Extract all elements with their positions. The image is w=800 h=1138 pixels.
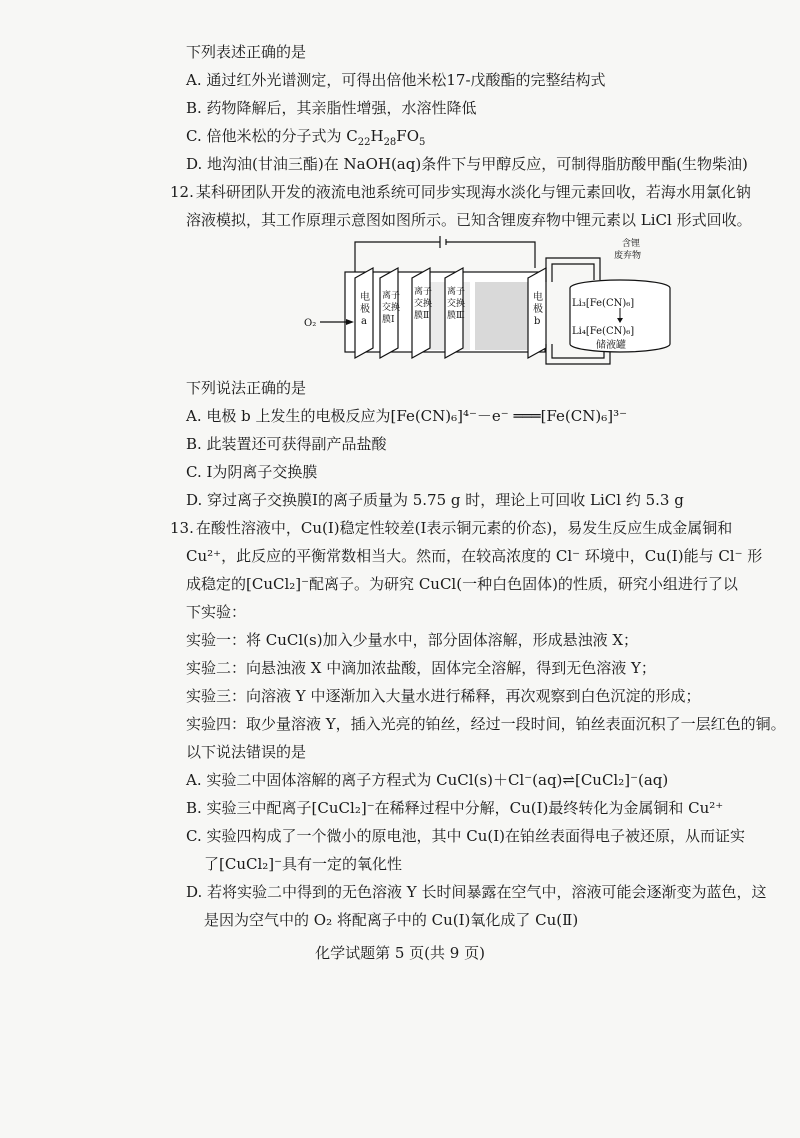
electrode-a-char-1: 电 (360, 292, 370, 303)
electrode-a-char-2: 极 (360, 304, 370, 315)
membrane-1-line-3: 膜Ⅰ (382, 315, 395, 325)
q13-stem-line2: Cu²⁺，此反应的平衡常数相当大。然而，在较高浓度的 Cl⁻ 环境中，Cu(Ⅰ)能与 Cl⁻ 形 (186, 547, 763, 565)
q13-experiment-4: 实验四：取少量溶液 Y，插入光亮的铂丝，经过一段时间，铂丝表面沉积了一层红色的铜。 (186, 715, 786, 733)
membrane-3-line-2: 交换 (447, 299, 466, 309)
electrode-b-char-1: 电 (533, 292, 543, 303)
q11-option-a: A. 通过红外光谱测定，可得出倍他米松17-戊酸酯的完整结构式 (186, 71, 606, 89)
flow-battery-diagram (300, 232, 700, 382)
q11-option-b: B. 药物降解后，其亲脂性增强，水溶性降低 (186, 99, 477, 117)
membrane-3-line-1: 离子 (447, 287, 466, 297)
q11-option-d: D. 地沟油(甘油三酯)在 NaOH(aq)条件下与甲醇反应，可制得脂肪酸甲酯(生物柴油) (186, 155, 748, 173)
q12-option-b: B. 此装置还可获得副产品盐酸 (186, 435, 387, 453)
tank-top-label: Li₃[Fe(CN)₆] (572, 298, 635, 309)
electrode-a-char-3: a (361, 316, 367, 327)
q13-stem-line4: 下实验： (186, 603, 247, 621)
o2-label: O₂ (304, 318, 317, 329)
membrane-2-line-3: 膜Ⅱ (414, 311, 430, 321)
tank-bottom-label: Li₄[Fe(CN)₆] (572, 326, 635, 337)
q13-option-d-line2: 是因为空气中的 O₂ 将配离子中的 Cu(Ⅰ)氧化成了 Cu(Ⅱ) (204, 911, 579, 929)
q13-option-b: B. 实验三中配离子[CuCl₂]⁻在稀释过程中分解，Cu(Ⅰ)最终转化为金属铜和 Cu²⁺ (186, 799, 724, 817)
waste-label-line-1: 含锂 (622, 239, 641, 249)
q12-prompt: 下列说法正确的是 (186, 379, 307, 397)
membrane-3-line-3: 膜Ⅲ (447, 311, 465, 321)
q12-stem-line2: 溶液模拟，其工作原理示意图如图所示。已知含锂废弃物中锂元素以 LiCl 形式回收。 (186, 211, 752, 229)
q12-option-a: A. 电极 b 上发生的电极反应为[Fe(CN)₆]⁴⁻－e⁻ ═══[Fe(CN)₆]³⁻ (186, 407, 627, 425)
q13-number: 13. (170, 519, 194, 537)
waste-label-line-2: 废弃物 (614, 251, 642, 261)
q13-stem-line3: 成稳定的[CuCl₂]⁻配离子。为研究 CuCl(一种白色固体)的性质，研究小组进行了以 (186, 575, 738, 593)
q12-option-c: C. Ⅰ为阴离子交换膜 (186, 463, 318, 481)
membrane-2-line-1: 离子 (414, 287, 433, 297)
q11-prompt: 下列表述正确的是 (186, 43, 307, 61)
q13-option-d-line1: D. 若将实验二中得到的无色溶液 Y 长时间暴露在空气中，溶液可能会逐渐变为蓝色，这 (186, 883, 767, 901)
membrane-1-line-1: 离子 (382, 291, 401, 301)
q13-option-a: A. 实验二中固体溶解的离子方程式为 CuCl(s)＋Cl⁻(aq)⇌[CuCl₂]⁻(aq) (186, 771, 669, 789)
tank-label: 储液罐 (596, 340, 626, 351)
q13-experiment-3: 实验三：向溶液 Y 中逐渐加入大量水进行稀释，再次观察到白色沉淀的形成； (186, 687, 701, 705)
q12-option-d: D. 穿过离子交换膜Ⅰ的离子质量为 5.75 g 时，理论上可回收 LiCl 约 5.3 g (186, 491, 684, 509)
q13-option-c-line1: C. 实验四构成了一个微小的原电池，其中 Cu(Ⅰ)在铂丝表面得电子被还原，从而证实 (186, 827, 746, 845)
q13-prompt: 以下说法错误的是 (186, 743, 307, 761)
q12-number: 12. (170, 183, 194, 201)
q13-experiment-1: 实验一：将 CuCl(s)加入少量水中，部分固体溶解，形成悬浊液 X； (186, 631, 639, 649)
electrode-b-char-2: 极 (533, 304, 543, 315)
q11-option-c: C. 倍他米松的分子式为 $C_{22}H_{28}FO_5$ (186, 127, 426, 148)
q13-option-c-line2: 了[CuCl₂]⁻具有一定的氧化性 (204, 855, 403, 873)
q13-stem-line1: 13. 在酸性溶液中，Cu(Ⅰ)稳定性较差(Ⅰ表示铜元素的价态)，易发生反应生成金属铜和 (170, 519, 733, 537)
membrane-2-line-2: 交换 (414, 299, 433, 309)
flow-battery-svg (300, 232, 700, 382)
membrane-1-line-2: 交换 (382, 303, 401, 313)
electrode-b-char-3: b (534, 316, 541, 327)
q12-stem-line1: 12. 某科研团队开发的液流电池系统可同步实现海水淡化与锂元素回收，若海水用氯化钠 (170, 183, 751, 201)
page-footer: 化学试题第 5 页(共 9 页) (315, 944, 485, 962)
q13-experiment-2: 实验二：向悬浊液 X 中滴加浓盐酸，固体完全溶解，得到无色溶液 Y； (186, 659, 656, 677)
